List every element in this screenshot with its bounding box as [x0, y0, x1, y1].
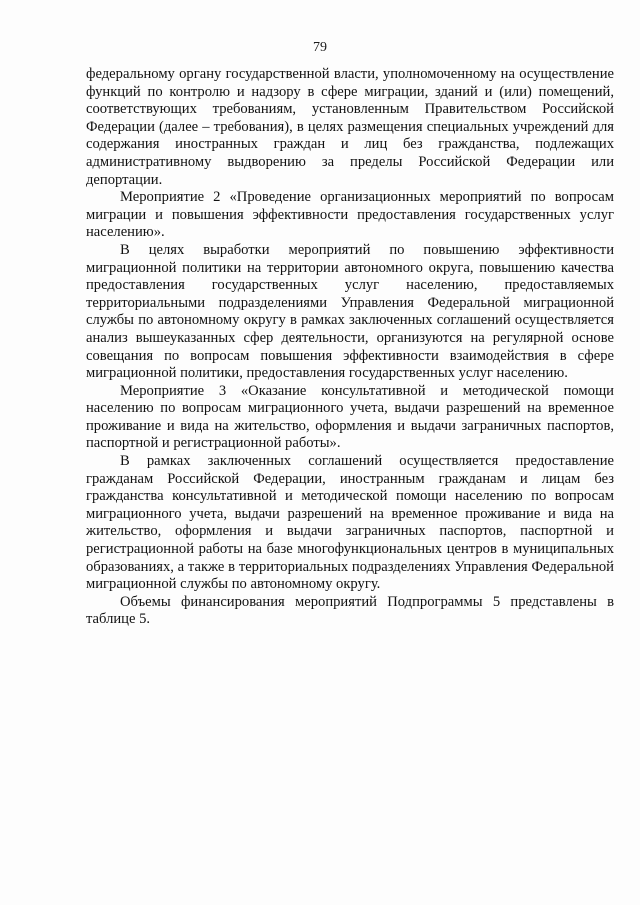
paragraph-measure-3-heading: Мероприятие 3 «Оказание консультативной и методической помощи населению по вопросам миграционного учета, выдачи разрешений на временное проживание и вида на жительство, оформления и выдачи заграничных паспортов, паспортной и регистрационной работы». — [86, 382, 614, 452]
paragraph-measure-2-body: В целях выработки мероприятий по повышению эффективности миграционной политики на территории автономного округа, повышению качества предоставления государственных услуг населению, предоставляемых территориальными подразделениями Управления Федеральной миграционной службы по автономному округу в рамках заключенных соглашений осуществляется анализ вышеуказанных сфер деятельности, организуются на регулярной основе совещания по вопросам повышения эффективности взаимодействия в сфере миграционной политики, предоставления государственных услуг населению. — [86, 241, 614, 382]
page-number: 79 — [313, 40, 327, 55]
paragraph-funding: Объемы финансирования мероприятий Подпрограммы 5 представлены в таблице 5. — [86, 593, 614, 628]
paragraph-measure-2-heading: Мероприятие 2 «Проведение организационных мероприятий по вопросам миграции и повышения эффективности предоставления государственных услуг населению». — [86, 189, 614, 241]
paragraph-measure-3-body: В рамках заключенных соглашений осуществляется предоставление гражданам Российской Федерации, иностранным гражданам и лицам без гражданства консультативной и методической помощи населению по вопросам миграционного учета, выдачи разрешений на временное проживание и вида на жительство, оформления и выдачи заграничных паспортов, паспортной и регистрационной работы на базе многофункциональных центров в муниципальных образованиях, а также в территориальных подразделениях Управления Федеральной миграционной службы по автономному округу. — [86, 453, 614, 593]
paragraph-continuation: федеральному органу государственной власти, уполномоченному на осуществление функций по контролю и надзору в сфере миграции, зданий и (или) помещений, соответствующих требованиям, установленным Правительством Российской Федерации (далее – требования), в целях размещения специальных учреждений для содержания иностранных граждан и лиц без гражданства, подлежащих административному выдворению за пределы Российской Федерации или депортации. — [86, 66, 614, 188]
body-text — [86, 66, 614, 629]
